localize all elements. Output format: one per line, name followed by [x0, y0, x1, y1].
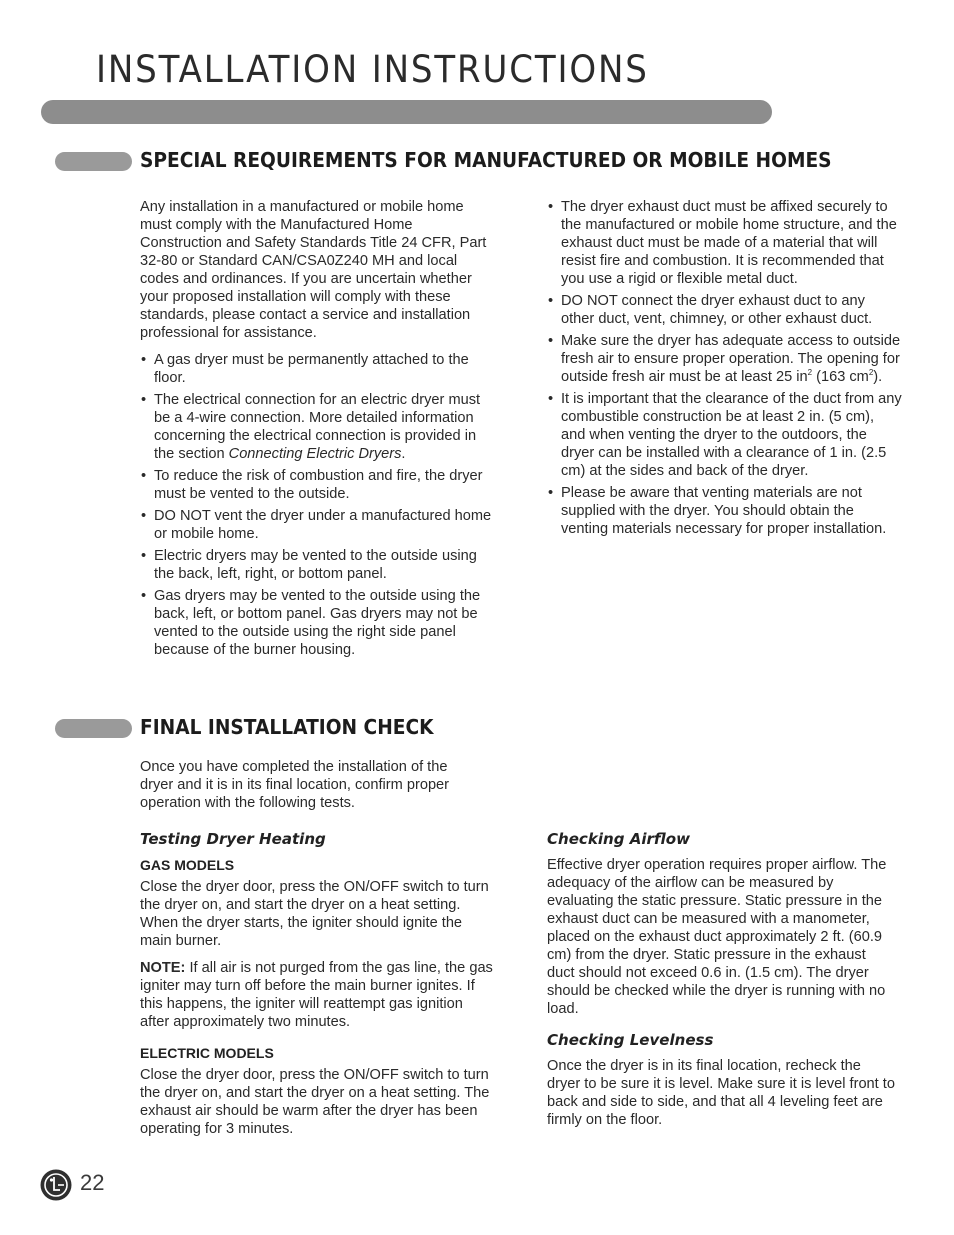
- right-bullet-list: [547, 198, 902, 538]
- list-item: • To reduce the risk of combustion and fire, the dryer must be vented to the outside.: [140, 467, 495, 503]
- electric-models-heading: ELECTRIC MODELS: [140, 1045, 274, 1061]
- note-paragraph: NOTE: If all air is not purged from the gas line, the gas igniter may turn off before the main burner ignites. If this happens, the igniter will reattempt gas ignition after approximately two minutes.: [140, 960, 493, 1030]
- list-item: • DO NOT connect the dryer exhaust duct to any other duct, vent, chimney, or other exhaust duct.: [547, 292, 902, 328]
- page-title: INSTALLATION INSTRUCTIONS: [96, 48, 649, 91]
- list-item: • Please be aware that venting materials are not supplied with the dryer. You should obtain the venting materials necessary for proper installation.: [547, 484, 902, 538]
- section-heading-final-check: FINAL INSTALLATION CHECK: [140, 715, 434, 739]
- section-heading-special-requirements: SPECIAL REQUIREMENTS FOR MANUFACTURED OR MOBILE HOMES: [140, 148, 832, 172]
- section-reference: Connecting Electric Dryers: [228, 446, 402, 462]
- list-item: • It is important that the clearance of the duct from any combustible construction be at least 2 in. (5 cm), and when venting the dryer to the outdoors, the dryer can be installed with a clearance of 1 in. (2.5 cm) at the sides and back of the dryer.: [547, 390, 902, 480]
- testing-column: [140, 830, 495, 1147]
- list-item: • DO NOT vent the dryer under a manufactured home or mobile home.: [140, 507, 495, 543]
- final-check-intro: Once you have completed the installation of the dryer and it is in its final location, confirm proper operation with the following tests.: [140, 759, 450, 811]
- subheading-levelness: Checking Levelness: [547, 1031, 714, 1049]
- subheading-testing: Testing Dryer Heating: [140, 830, 326, 848]
- checks-column: [547, 830, 897, 1138]
- gas-models-heading: GAS MODELS: [140, 857, 235, 873]
- section-marker: [55, 719, 132, 738]
- list-item: • A gas dryer must be permanently attached to the floor.: [140, 351, 495, 387]
- title-bar: [41, 100, 772, 124]
- section-marker: [55, 152, 132, 171]
- subheading-airflow: Checking Airflow: [547, 830, 690, 848]
- levelness-text: Once the dryer is in its final location, recheck the dryer to be sure it is level. Make sure it is level front to back and side to side, and that all 4 leveling feet are firmly on the floor.: [547, 1058, 895, 1128]
- list-item: • Gas dryers may be vented to the outside using the back, left, or bottom panel. Gas dryers may not be vented to the outside using the right side panel because of the burner housing.: [140, 587, 495, 659]
- gas-models-text: Close the dryer door, press the ON/OFF switch to turn the dryer on, and start the dryer on a heat setting. When the dryer starts, the igniter should ignite the main burner.: [140, 879, 489, 949]
- list-item: • The dryer exhaust duct must be affixed securely to the manufactured or mobile home structure, and the exhaust duct must be made of a material that will resist fire and combustion. It is recommended that you use a rigid or flexible metal duct.: [547, 198, 902, 288]
- page-number: 22: [80, 1170, 105, 1195]
- intro-paragraph: Any installation in a manufactured or mobile home must comply with the Manufactured Home Construction and Safety Standards Title 24 CFR, Part 32-80 or Standard CAN/CSA0Z240 MH and local codes and ordinances. If you are uncertain whether your proposed installation will comply with these standards, please contact a service and installation professional for assistance.: [140, 199, 487, 341]
- airflow-text: Effective dryer operation requires proper airflow. The adequacy of the airflow can be measured by evaluating the static pressure. Static pressure in the exhaust duct can be measured with a manometer, placed on the exhaust duct approximately 2 ft. (60.9 cm) from the dryer. Static pressure in the exhaust duct should not exceed 0.6 in. (1.5 cm). The dryer should be checked while the dryer is running with no load.: [547, 857, 887, 1017]
- lg-logo-icon: [40, 1169, 72, 1201]
- electric-models-text: Close the dryer door, press the ON/OFF switch to turn the dryer on, and start the dryer on a heat setting. The exhaust air should be warm after the dryer has been operating for 3 minutes.: [140, 1067, 490, 1137]
- right-column: [547, 198, 902, 542]
- left-column: [140, 198, 495, 663]
- list-item: • The electrical connection for an electric dryer must be a 4-wire connection. More detailed information concerning the electrical connection is provided in the section Connecting Electric Dryers.: [140, 391, 495, 463]
- list-item: • Electric dryers may be vented to the outside using the back, left, right, or bottom panel.: [140, 547, 495, 583]
- list-item: • Make sure the dryer has adequate access to outside fresh air to ensure proper operation. The opening for outside fresh air must be at least 25 $in^2$ (163 $cm^2$).: [547, 332, 902, 386]
- left-bullet-list: [140, 351, 495, 659]
